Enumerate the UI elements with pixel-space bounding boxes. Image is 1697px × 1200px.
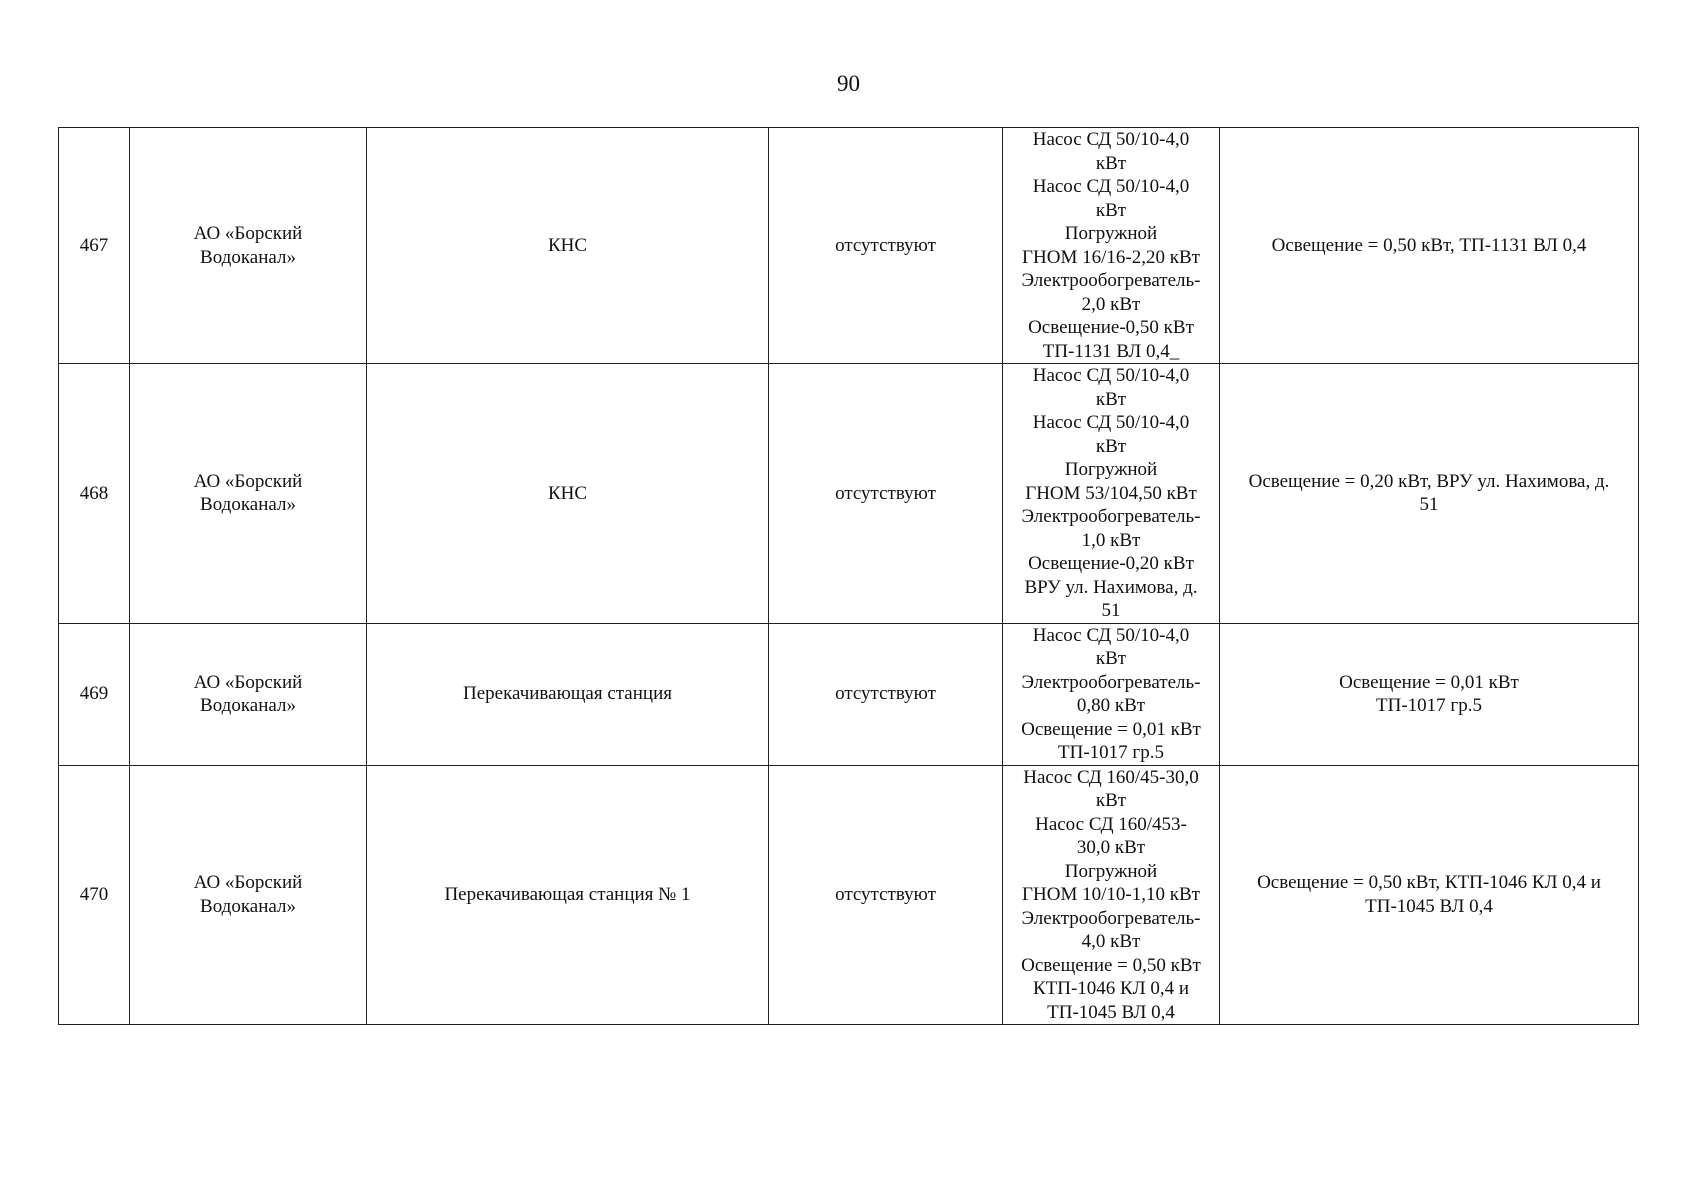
equipment-line: Насос СД 160/45-30,0 [1023,766,1199,788]
equipment-line: Электрообогреватель- [1021,907,1201,929]
equipment-line: ТП-1045 ВЛ 0,4 [1047,1001,1175,1023]
row-number-cell: 470 [59,765,130,1025]
equipment-line: Погружной [1064,860,1158,882]
equipment-line: 2,0 кВт [1081,293,1141,315]
row-number-cell: 468 [59,364,130,624]
organization-line: Водоканал» [200,246,296,268]
equipment-line: Насос СД 50/10-4,0 [1032,624,1190,646]
organization-line: АО «Борский [193,671,303,693]
equipment-line: ГНОМ 16/16-2,20 кВт [1022,246,1200,268]
page-number: 90 [837,71,860,96]
absent-cell: отсутствуют [769,364,1003,624]
equipment-cell [1003,765,1220,1025]
table-row [59,623,1639,765]
equipment-line: Освещение-0,50 кВт [1028,317,1194,338]
equipment-line: Погружной [1064,223,1158,244]
equipment-line: кВт [1095,388,1127,410]
table-row [59,128,1639,364]
equipment-line: Освещение = 0,50 кВт [1021,954,1201,976]
table-row [59,765,1639,1025]
equipment-line: Насос СД 160/453- [1035,813,1187,835]
power-line: ТП-1045 ВЛ 0,4 [1365,895,1493,917]
equipment-line: Насос СД 50/10-4,0 [1032,129,1190,150]
equipment-line: кВт [1095,790,1127,811]
power-line: Освещение = 0,50 кВт, КТП-1046 КЛ 0,4 и [1257,872,1601,894]
absent-cell: отсутствуют [769,623,1003,765]
equipment-line: 51 [1101,600,1121,621]
equipment-line: 30,0 кВт [1076,837,1146,858]
object-cell: Перекачивающая станция [367,623,769,765]
equipment-line: Электрообогреватель- [1021,671,1201,693]
equipment-line: ВРУ ул. Нахимова, д. [1024,576,1198,598]
power-line: ТП-1017 гр.5 [1376,695,1482,716]
data-table [58,127,1639,1025]
object-cell: КНС [367,128,769,364]
equipment-line: ГНОМ 53/104,50 кВт [1025,482,1197,504]
object-cell: Перекачивающая станция № 1 [367,765,769,1025]
equipment-line: Электрообогреватель- [1021,270,1201,291]
absent-cell: отсутствуют [769,128,1003,364]
equipment-line: кВт [1095,199,1127,221]
equipment-line: ТП-1017 гр.5 [1058,742,1164,763]
equipment-line: 0,80 кВт [1076,695,1146,716]
table-row [59,364,1639,624]
equipment-line: Освещение = 0,01 кВт [1021,718,1201,740]
organization-line: АО «Борский [193,872,303,894]
equipment-line: ТП-1131 ВЛ 0,4_ [1042,340,1180,362]
equipment-cell [1003,128,1220,364]
organization-line: АО «Борский [193,470,303,492]
power-cell [1220,364,1639,624]
power-cell [1220,765,1639,1025]
organization-cell [130,128,367,364]
power-line: Освещение = 0,20 кВт, ВРУ ул. Нахимова, д. [1248,470,1610,492]
power-cell [1220,128,1639,364]
equipment-line: 1,0 кВт [1081,529,1141,551]
row-number-cell: 469 [59,623,130,765]
organization-line: Водоканал» [200,695,296,716]
equipment-line: Погружной [1064,459,1158,480]
organization-line: Водоканал» [200,895,296,917]
equipment-line: кВт [1095,435,1127,457]
power-line: Освещение = 0,50 кВт, ТП-1131 ВЛ 0,4 [1271,234,1587,256]
equipment-line: кВт [1095,152,1127,174]
object-cell: КНС [367,364,769,624]
organization-cell [130,364,367,624]
equipment-line: кВт [1095,648,1127,669]
organization-cell [130,765,367,1025]
row-number-cell: 467 [59,128,130,364]
equipment-cell [1003,623,1220,765]
equipment-line: ГНОМ 10/10-1,10 кВт [1022,884,1200,905]
equipment-line: Насос СД 50/10-4,0 [1032,365,1190,386]
absent-cell: отсутствуют [769,765,1003,1025]
organization-cell [130,623,367,765]
equipment-line: Насос СД 50/10-4,0 [1032,176,1190,197]
equipment-line: Электрообогреватель- [1021,506,1201,527]
power-line: 51 [1419,494,1439,516]
power-line: Освещение = 0,01 кВт [1339,671,1519,693]
organization-line: Водоканал» [200,494,296,516]
equipment-cell [1003,364,1220,624]
equipment-line: 4,0 кВт [1081,931,1141,952]
organization-line: АО «Борский [193,223,303,244]
power-cell [1220,623,1639,765]
equipment-line: Освещение-0,20 кВт [1028,553,1194,574]
equipment-line: Насос СД 50/10-4,0 [1032,412,1190,433]
equipment-line: КТП-1046 КЛ 0,4 и [1032,978,1190,999]
